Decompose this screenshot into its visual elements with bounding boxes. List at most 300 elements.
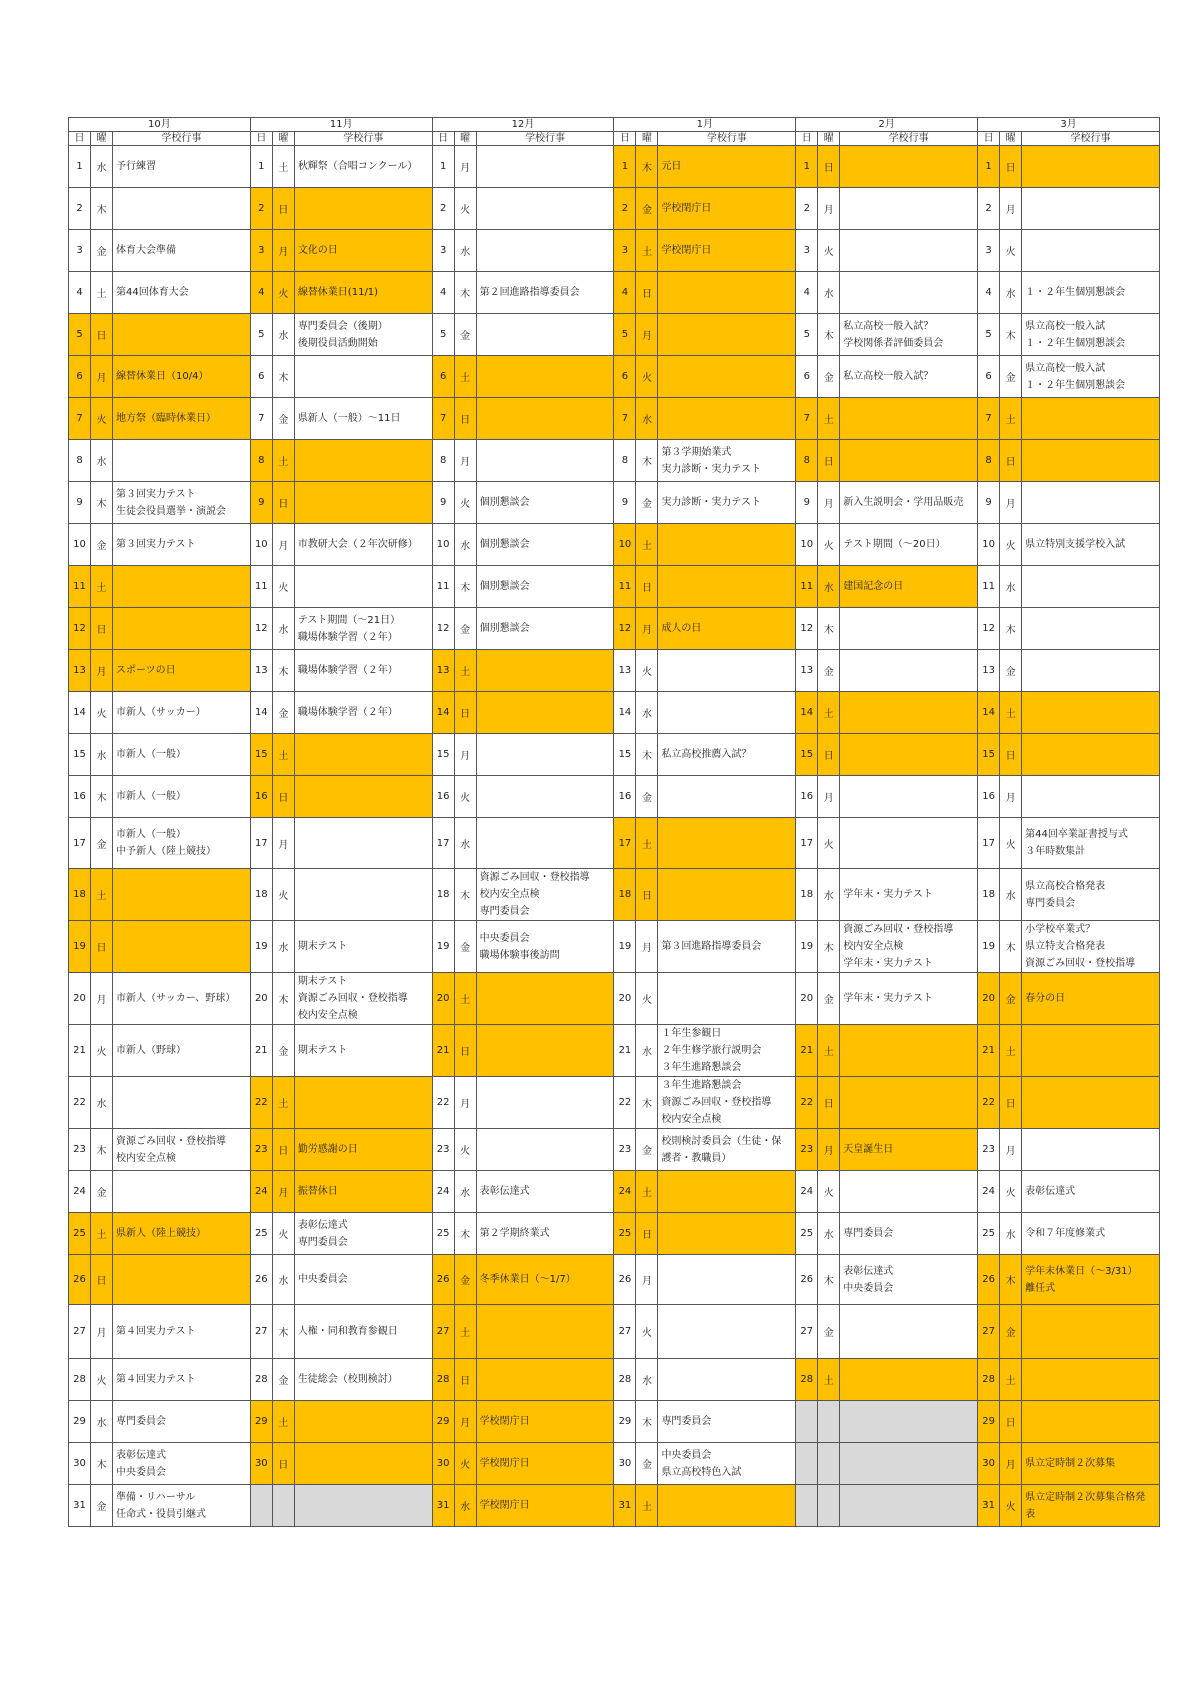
event-line: 校則検討委員会（生徒・保 bbox=[661, 1135, 782, 1147]
day-number: 16 bbox=[978, 776, 1000, 818]
event-line: 県立定時制２次募集合格発 bbox=[1025, 1491, 1146, 1503]
day-number: 9 bbox=[250, 482, 272, 524]
day-number: 14 bbox=[69, 692, 91, 734]
weekday: 木 bbox=[91, 1443, 113, 1485]
weekday: 金 bbox=[636, 1129, 658, 1171]
weekday: 木 bbox=[818, 314, 840, 356]
table-row bbox=[69, 818, 1160, 869]
event-cell bbox=[658, 1305, 796, 1359]
event-line: 校内安全点検 bbox=[479, 889, 540, 900]
event-cell bbox=[113, 1485, 251, 1527]
weekday: 水 bbox=[636, 1025, 658, 1077]
event-cell bbox=[1022, 356, 1160, 398]
day-number: 2 bbox=[250, 188, 272, 230]
weekday: 金 bbox=[272, 1025, 294, 1077]
event-cell bbox=[658, 1443, 796, 1485]
event-cell bbox=[1022, 973, 1160, 1025]
event-line: 資源ごみ回収・登校指導 bbox=[479, 872, 590, 883]
day-number bbox=[796, 1401, 818, 1443]
event-line: 県立特支合格発表 bbox=[1025, 941, 1106, 952]
day-number: 27 bbox=[796, 1305, 818, 1359]
event-cell bbox=[294, 356, 432, 398]
weekday: 月 bbox=[818, 482, 840, 524]
event-cell bbox=[840, 356, 978, 398]
event-cell bbox=[113, 188, 251, 230]
day-number: 9 bbox=[978, 482, 1000, 524]
day-number: 1 bbox=[250, 146, 272, 188]
weekday: 木 bbox=[636, 146, 658, 188]
event-cell bbox=[113, 482, 251, 524]
event-line: 市新人（サッカー） bbox=[116, 707, 206, 718]
event-line: 文化の日 bbox=[297, 245, 338, 256]
event-cell bbox=[658, 524, 796, 566]
weekday bbox=[818, 1443, 840, 1485]
day-number: 24 bbox=[978, 1171, 1000, 1213]
event-line: 元日 bbox=[661, 161, 682, 172]
event-line: 中予新人（陸上競技） bbox=[116, 846, 216, 857]
event-line: 学校閉庁日 bbox=[479, 1458, 530, 1469]
event-cell bbox=[294, 146, 432, 188]
day-column-header: 日 bbox=[614, 132, 636, 146]
day-number: 8 bbox=[796, 440, 818, 482]
event-cell bbox=[113, 973, 251, 1025]
event-cell bbox=[113, 1255, 251, 1305]
day-number: 30 bbox=[432, 1443, 454, 1485]
event-line: 成人の日 bbox=[661, 623, 702, 634]
weekday: 金 bbox=[91, 230, 113, 272]
event-cell bbox=[658, 1485, 796, 1527]
day-number: 7 bbox=[978, 398, 1000, 440]
day-number: 26 bbox=[69, 1255, 91, 1305]
weekday: 日 bbox=[91, 608, 113, 650]
event-line: 個別懇談会 bbox=[479, 623, 530, 634]
event-cell bbox=[840, 1401, 978, 1443]
weekday: 水 bbox=[91, 1077, 113, 1129]
event-cell bbox=[658, 1401, 796, 1443]
day-number: 25 bbox=[250, 1213, 272, 1255]
day-number: 6 bbox=[250, 356, 272, 398]
weekday: 日 bbox=[91, 1255, 113, 1305]
weekday: 火 bbox=[1000, 1485, 1022, 1527]
weekday: 水 bbox=[454, 818, 476, 869]
event-cell bbox=[476, 482, 614, 524]
event-cell bbox=[1022, 921, 1160, 973]
weekday: 土 bbox=[1000, 692, 1022, 734]
weekday: 木 bbox=[454, 272, 476, 314]
day-number: 16 bbox=[614, 776, 636, 818]
event-cell bbox=[294, 973, 432, 1025]
event-cell bbox=[113, 524, 251, 566]
weekday: 木 bbox=[818, 608, 840, 650]
month-header: 2月 bbox=[796, 118, 978, 132]
event-cell bbox=[658, 734, 796, 776]
event-cell bbox=[113, 356, 251, 398]
event-line: 市新人（野球） bbox=[116, 1045, 186, 1056]
day-number: 5 bbox=[614, 314, 636, 356]
day-number: 30 bbox=[614, 1443, 636, 1485]
day-number: 28 bbox=[69, 1359, 91, 1401]
weekday: 火 bbox=[454, 188, 476, 230]
weekday: 金 bbox=[454, 1255, 476, 1305]
weekday: 土 bbox=[636, 1171, 658, 1213]
day-number: 26 bbox=[796, 1255, 818, 1305]
weekday: 金 bbox=[454, 921, 476, 973]
weekday bbox=[818, 1401, 840, 1443]
event-line: 職場体験事後訪問 bbox=[479, 949, 560, 961]
day-number: 12 bbox=[69, 608, 91, 650]
day-number: 6 bbox=[614, 356, 636, 398]
day-number: 18 bbox=[250, 869, 272, 921]
table-row bbox=[69, 524, 1160, 566]
event-line: 実力診断・実力テスト bbox=[661, 497, 762, 508]
weekday: 水 bbox=[818, 1213, 840, 1255]
event-cell bbox=[658, 1025, 796, 1077]
day-number: 29 bbox=[978, 1401, 1000, 1443]
event-cell bbox=[1022, 524, 1160, 566]
event-line: 個別懇談会 bbox=[479, 581, 530, 592]
weekday: 木 bbox=[91, 482, 113, 524]
day-number: 31 bbox=[69, 1485, 91, 1527]
weekday: 水 bbox=[272, 921, 294, 973]
event-cell bbox=[1022, 1255, 1160, 1305]
event-line: 学年末・実力テスト bbox=[843, 889, 933, 900]
event-cell bbox=[113, 398, 251, 440]
weekday: 日 bbox=[818, 1077, 840, 1129]
weekday: 土 bbox=[636, 524, 658, 566]
event-line: 専門委員会 bbox=[479, 906, 530, 917]
day-number: 31 bbox=[978, 1485, 1000, 1527]
event-cell bbox=[476, 973, 614, 1025]
event-line: 県立高校特色入試 bbox=[661, 1466, 742, 1478]
day-column-header: 日 bbox=[978, 132, 1000, 146]
weekday: 火 bbox=[818, 1171, 840, 1213]
day-number: 20 bbox=[250, 973, 272, 1025]
day-number: 19 bbox=[250, 921, 272, 973]
day-number: 28 bbox=[250, 1359, 272, 1401]
event-cell bbox=[294, 776, 432, 818]
day-column-header: 日 bbox=[796, 132, 818, 146]
event-line: 資源ごみ回収・登校指導 bbox=[1025, 958, 1136, 969]
table-row bbox=[69, 1025, 1160, 1077]
day-number: 14 bbox=[978, 692, 1000, 734]
weekday: 月 bbox=[91, 650, 113, 692]
day-number: 17 bbox=[432, 818, 454, 869]
event-cell bbox=[1022, 1359, 1160, 1401]
event-cell bbox=[113, 146, 251, 188]
weekday: 日 bbox=[636, 566, 658, 608]
day-number: 16 bbox=[432, 776, 454, 818]
event-cell bbox=[658, 566, 796, 608]
event-line: テスト期間（～20日） bbox=[843, 539, 946, 550]
day-number: 16 bbox=[796, 776, 818, 818]
weekday: 月 bbox=[91, 1305, 113, 1359]
day-number: 9 bbox=[432, 482, 454, 524]
event-cell bbox=[658, 398, 796, 440]
day-number: 3 bbox=[614, 230, 636, 272]
weekday: 金 bbox=[91, 524, 113, 566]
day-number: 10 bbox=[69, 524, 91, 566]
day-column-header: 日 bbox=[69, 132, 91, 146]
day-number: 22 bbox=[250, 1077, 272, 1129]
event-cell bbox=[840, 314, 978, 356]
weekday: 土 bbox=[1000, 1025, 1022, 1077]
weekday: 土 bbox=[1000, 398, 1022, 440]
weekday: 月 bbox=[1000, 482, 1022, 524]
weekday: 木 bbox=[636, 1401, 658, 1443]
weekday: 土 bbox=[91, 1213, 113, 1255]
weekday: 木 bbox=[818, 921, 840, 973]
weekday: 月 bbox=[636, 921, 658, 973]
event-line: 中央委員会 bbox=[843, 1282, 894, 1294]
event-line: 線替休業日(11/1) bbox=[297, 287, 379, 298]
event-cell bbox=[840, 1359, 978, 1401]
event-cell bbox=[1022, 1077, 1160, 1129]
day-number: 7 bbox=[614, 398, 636, 440]
weekday: 水 bbox=[454, 524, 476, 566]
day-number: 27 bbox=[432, 1305, 454, 1359]
weekday: 土 bbox=[272, 146, 294, 188]
weekday: 土 bbox=[1000, 1359, 1022, 1401]
weekday: 金 bbox=[272, 692, 294, 734]
weekday: 土 bbox=[636, 230, 658, 272]
event-line: 準備・リハーサル bbox=[116, 1491, 196, 1503]
event-cell bbox=[840, 1305, 978, 1359]
table-row bbox=[69, 776, 1160, 818]
event-cell bbox=[294, 398, 432, 440]
event-line: １・２年生個別懇談会 bbox=[1025, 379, 1126, 391]
event-cell bbox=[476, 314, 614, 356]
weekday: 金 bbox=[1000, 650, 1022, 692]
weekday: 水 bbox=[1000, 566, 1022, 608]
event-cell bbox=[113, 1305, 251, 1359]
event-cell bbox=[113, 314, 251, 356]
event-line: 第３学期始業式 bbox=[661, 446, 732, 458]
weekday-column-header: 曜 bbox=[454, 132, 476, 146]
event-line: 私立高校推薦入試？ bbox=[661, 749, 752, 760]
day-number: 31 bbox=[614, 1485, 636, 1527]
weekday: 金 bbox=[272, 398, 294, 440]
event-line: 市新人（一般） bbox=[116, 791, 186, 802]
event-cell bbox=[476, 1359, 614, 1401]
weekday: 月 bbox=[454, 734, 476, 776]
weekday: 木 bbox=[1000, 921, 1022, 973]
day-number: 20 bbox=[432, 973, 454, 1025]
weekday: 水 bbox=[1000, 272, 1022, 314]
event-line: 資源ごみ回収・登校指導 bbox=[843, 924, 954, 935]
day-number: 15 bbox=[614, 734, 636, 776]
event-line: 予行練習 bbox=[116, 161, 156, 172]
weekday: 水 bbox=[91, 440, 113, 482]
event-cell bbox=[476, 566, 614, 608]
event-line: 期末テスト bbox=[297, 941, 348, 952]
day-number: 3 bbox=[796, 230, 818, 272]
day-number: 10 bbox=[796, 524, 818, 566]
weekday: 火 bbox=[272, 272, 294, 314]
table-row bbox=[69, 566, 1160, 608]
event-line: 第４回実力テスト bbox=[116, 1374, 196, 1385]
day-number: 12 bbox=[796, 608, 818, 650]
event-cell bbox=[294, 314, 432, 356]
weekday: 木 bbox=[454, 1213, 476, 1255]
event-cell bbox=[658, 1077, 796, 1129]
day-number: 10 bbox=[614, 524, 636, 566]
day-number: 8 bbox=[432, 440, 454, 482]
day-number: 2 bbox=[69, 188, 91, 230]
event-line: 校内安全点検 bbox=[661, 1114, 722, 1125]
event-cell bbox=[658, 1129, 796, 1171]
weekday: 金 bbox=[636, 1443, 658, 1485]
weekday: 月 bbox=[272, 524, 294, 566]
event-cell bbox=[658, 356, 796, 398]
event-cell bbox=[476, 1401, 614, 1443]
weekday: 金 bbox=[818, 650, 840, 692]
weekday: 月 bbox=[272, 818, 294, 869]
event-cell bbox=[113, 272, 251, 314]
event-cell bbox=[658, 650, 796, 692]
day-number: 11 bbox=[432, 566, 454, 608]
event-cell bbox=[840, 973, 978, 1025]
event-cell bbox=[476, 1485, 614, 1527]
weekday: 水 bbox=[1000, 869, 1022, 921]
event-line: 中央委員会 bbox=[479, 932, 530, 944]
event-line: 専門委員会（後期） bbox=[297, 320, 388, 332]
event-cell bbox=[1022, 650, 1160, 692]
weekday: 木 bbox=[636, 1077, 658, 1129]
weekday: 土 bbox=[818, 398, 840, 440]
weekday: 日 bbox=[454, 1025, 476, 1077]
day-number: 23 bbox=[614, 1129, 636, 1171]
weekday: 火 bbox=[91, 692, 113, 734]
day-number: 22 bbox=[614, 1077, 636, 1129]
weekday: 月 bbox=[454, 440, 476, 482]
event-line: 表彰伝達式 bbox=[116, 1449, 166, 1461]
weekday: 日 bbox=[1000, 1077, 1022, 1129]
weekday: 月 bbox=[1000, 1129, 1022, 1171]
event-cell bbox=[113, 692, 251, 734]
weekday: 月 bbox=[91, 356, 113, 398]
table-row bbox=[69, 973, 1160, 1025]
table-row bbox=[69, 398, 1160, 440]
day-number bbox=[796, 1443, 818, 1485]
event-cell bbox=[658, 692, 796, 734]
day-number bbox=[250, 1485, 272, 1527]
event-cell bbox=[476, 1077, 614, 1129]
event-cell bbox=[1022, 1171, 1160, 1213]
weekday: 木 bbox=[454, 566, 476, 608]
day-number: 21 bbox=[796, 1025, 818, 1077]
day-number: 11 bbox=[614, 566, 636, 608]
day-number: 28 bbox=[796, 1359, 818, 1401]
weekday: 木 bbox=[272, 973, 294, 1025]
weekday: 土 bbox=[818, 1025, 840, 1077]
table-row bbox=[69, 1255, 1160, 1305]
weekday: 月 bbox=[1000, 188, 1022, 230]
day-number: 23 bbox=[796, 1129, 818, 1171]
day-number: 20 bbox=[614, 973, 636, 1025]
event-cell bbox=[840, 188, 978, 230]
day-number: 25 bbox=[69, 1213, 91, 1255]
weekday: 土 bbox=[91, 869, 113, 921]
event-cell bbox=[476, 734, 614, 776]
weekday: 水 bbox=[454, 1171, 476, 1213]
event-cell bbox=[658, 1213, 796, 1255]
day-number: 7 bbox=[250, 398, 272, 440]
event-cell bbox=[840, 524, 978, 566]
event-cell bbox=[1022, 440, 1160, 482]
day-number: 13 bbox=[250, 650, 272, 692]
event-line: 学年末休業日（～3/31） bbox=[1025, 1265, 1138, 1277]
event-line: 期末テスト bbox=[297, 1045, 348, 1056]
weekday: 日 bbox=[454, 692, 476, 734]
day-number: 13 bbox=[432, 650, 454, 692]
weekday: 日 bbox=[91, 314, 113, 356]
event-line: 県新人（陸上競技） bbox=[116, 1228, 206, 1239]
day-number: 24 bbox=[796, 1171, 818, 1213]
weekday bbox=[272, 1485, 294, 1527]
event-line: 第３回実力テスト bbox=[116, 488, 196, 500]
day-number: 2 bbox=[978, 188, 1000, 230]
weekday: 火 bbox=[91, 398, 113, 440]
day-number: 17 bbox=[796, 818, 818, 869]
day-number: 30 bbox=[978, 1443, 1000, 1485]
event-line: 県立高校一般入試 bbox=[1025, 362, 1106, 374]
table-row bbox=[69, 1171, 1160, 1213]
weekday: 水 bbox=[91, 734, 113, 776]
day-number: 1 bbox=[978, 146, 1000, 188]
event-cell bbox=[840, 272, 978, 314]
day-number: 5 bbox=[978, 314, 1000, 356]
event-line: 後期役員活動開始 bbox=[297, 337, 378, 349]
event-cell bbox=[658, 1359, 796, 1401]
table-row bbox=[69, 482, 1160, 524]
event-line: 個別懇談会 bbox=[479, 539, 530, 550]
table-row bbox=[69, 1129, 1160, 1171]
weekday: 火 bbox=[1000, 524, 1022, 566]
day-number: 14 bbox=[796, 692, 818, 734]
table-row bbox=[69, 440, 1160, 482]
weekday: 土 bbox=[636, 818, 658, 869]
weekday: 土 bbox=[272, 1401, 294, 1443]
event-line: スポーツの日 bbox=[116, 665, 176, 676]
day-number: 3 bbox=[432, 230, 454, 272]
weekday: 木 bbox=[272, 650, 294, 692]
weekday: 木 bbox=[1000, 1255, 1022, 1305]
event-line: 令和７年度修業式 bbox=[1025, 1228, 1106, 1239]
event-line: 実力診断・実力テスト bbox=[661, 463, 762, 475]
event-line: 校内安全点検 bbox=[843, 941, 904, 952]
event-cell bbox=[658, 1255, 796, 1305]
event-cell bbox=[294, 1255, 432, 1305]
day-number: 12 bbox=[250, 608, 272, 650]
event-column-header: 学校行事 bbox=[840, 132, 978, 146]
event-cell bbox=[1022, 146, 1160, 188]
weekday: 金 bbox=[91, 818, 113, 869]
day-number: 23 bbox=[978, 1129, 1000, 1171]
event-cell bbox=[113, 776, 251, 818]
weekday: 日 bbox=[818, 734, 840, 776]
weekday: 日 bbox=[636, 869, 658, 921]
table-row bbox=[69, 1305, 1160, 1359]
weekday: 水 bbox=[272, 608, 294, 650]
weekday: 木 bbox=[454, 869, 476, 921]
weekday: 金 bbox=[91, 1171, 113, 1213]
event-line: 私立高校一般入試？ bbox=[843, 320, 934, 332]
event-cell bbox=[113, 1129, 251, 1171]
event-line: 護者・教職員） bbox=[661, 1152, 732, 1164]
day-number: 22 bbox=[796, 1077, 818, 1129]
day-number: 17 bbox=[614, 818, 636, 869]
day-number: 20 bbox=[978, 973, 1000, 1025]
